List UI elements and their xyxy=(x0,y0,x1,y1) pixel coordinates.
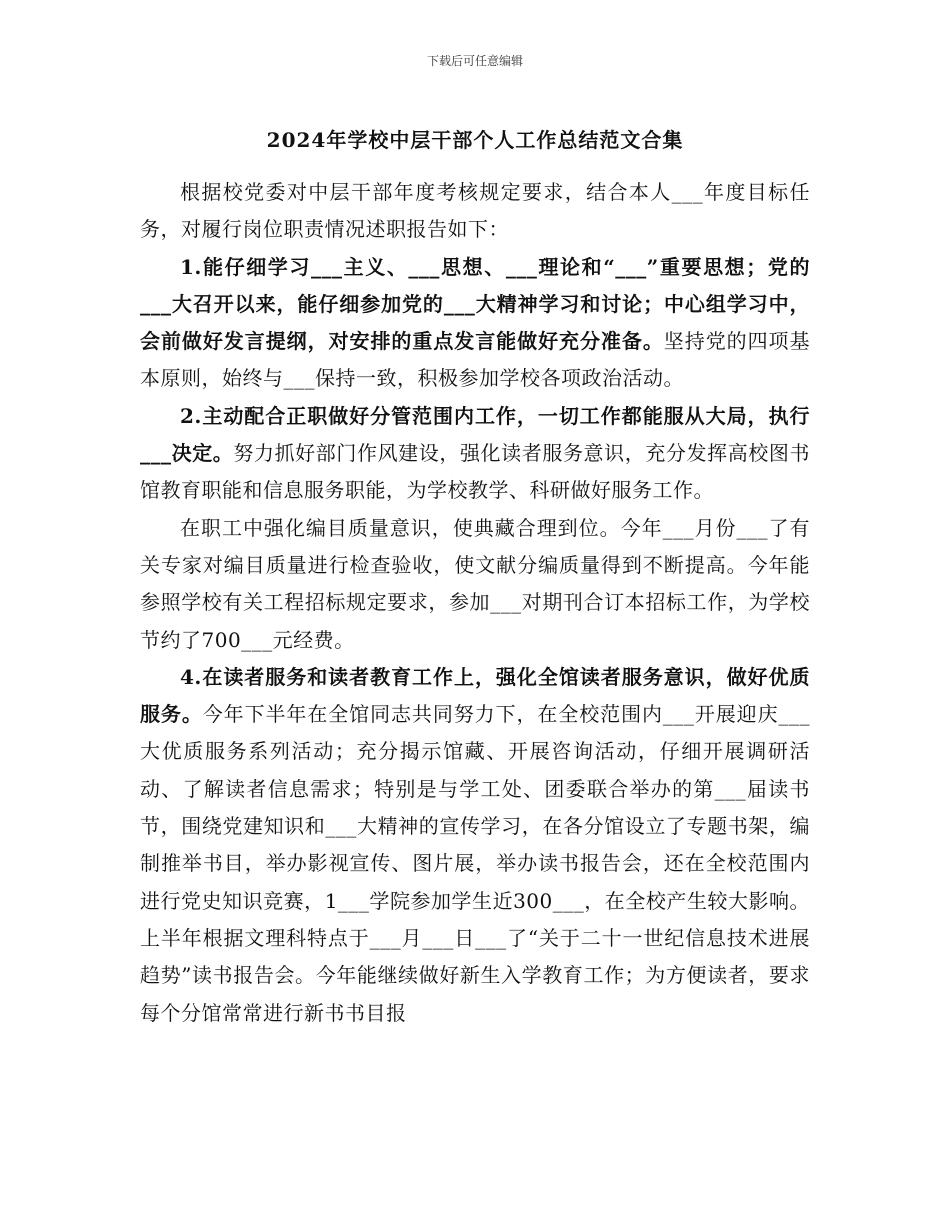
paragraph-text: 努力抓好部门作风建设，强化读者服务意识，充分发挥高校图书馆教育职能和信息服务职能，为学校教学、科研做好服务工作。 xyxy=(140,441,811,503)
paragraph-text: 根据校党委对中层干部年度考核规定要求，结合本人___年度目标任务，对履行岗位职责情况述职报告如下： xyxy=(140,180,810,242)
page-header-note: 下载后可任意编辑 xyxy=(426,54,523,68)
paragraph-lead: 2.主动配合正职做好分管范围内工作，一切工作都能服从大局，执行___决定。 xyxy=(140,403,810,466)
document-body xyxy=(140,174,810,1032)
paragraph-text: 在职工中强化编目质量意识，使典藏合理到位。今年___月份___了有关专家对编目质量进行检查验收，使文献分编质量得到不断提高。今年能参照学校有关工程招标规定要求，参加___对期刊合订本招标工作，为学校节约了700___元经费。 xyxy=(140,515,810,652)
paragraph-text: 坚持党的四项基本原则，始终与___保持一致，积极参加学校各项政治活动。 xyxy=(140,329,811,391)
paragraph-item-4 xyxy=(140,659,810,1032)
paragraph-item-1 xyxy=(140,249,810,398)
paragraph-lead: 1.能仔细学习___主义、___思想、___理论和“___”重要思想；党的___大召开以来，能仔细参加党的___大精神学习和讨论；中心组学习中，会前做好发言提纲，对安排的重点发言能做好充分准备。 xyxy=(140,254,810,354)
paragraph-text: 今年下半年在全馆同志共同努力下，在全校范围内___开展迎庆___大优质服务系列活动；充分揭示馆藏、开展咨询活动，仔细开展调研活动、了解读者信息需求；特别是与学工处、团委联合举办的第___届读书节，围绕党建知识和___大精神的宣传学习，在各分馆设立了专题书架，编制推举书目，举办影视宣传、图片展，举办读书报告会，还在全校范围内进行党史知识竞赛，1___学院参加学生近300___，在全校产生较大影响。上半年根据文理科特点于___月___日___了“关于二十一世纪信息技术进展趋势”读书报告会。今年能继续做好新生入学教育工作；为方便读者，要求每个分馆常常进行新书书目报 xyxy=(140,702,810,1025)
paragraph-intro xyxy=(140,174,810,249)
paragraph-item-2 xyxy=(140,398,810,510)
document-title: 2024年学校中层干部个人工作总结范文合集 xyxy=(266,128,684,152)
paragraph-lead: 4.在读者服务和读者教育工作上，强化全馆读者服务意识，做好优质服务。 xyxy=(140,664,810,727)
paragraph-cataloging xyxy=(140,510,810,659)
